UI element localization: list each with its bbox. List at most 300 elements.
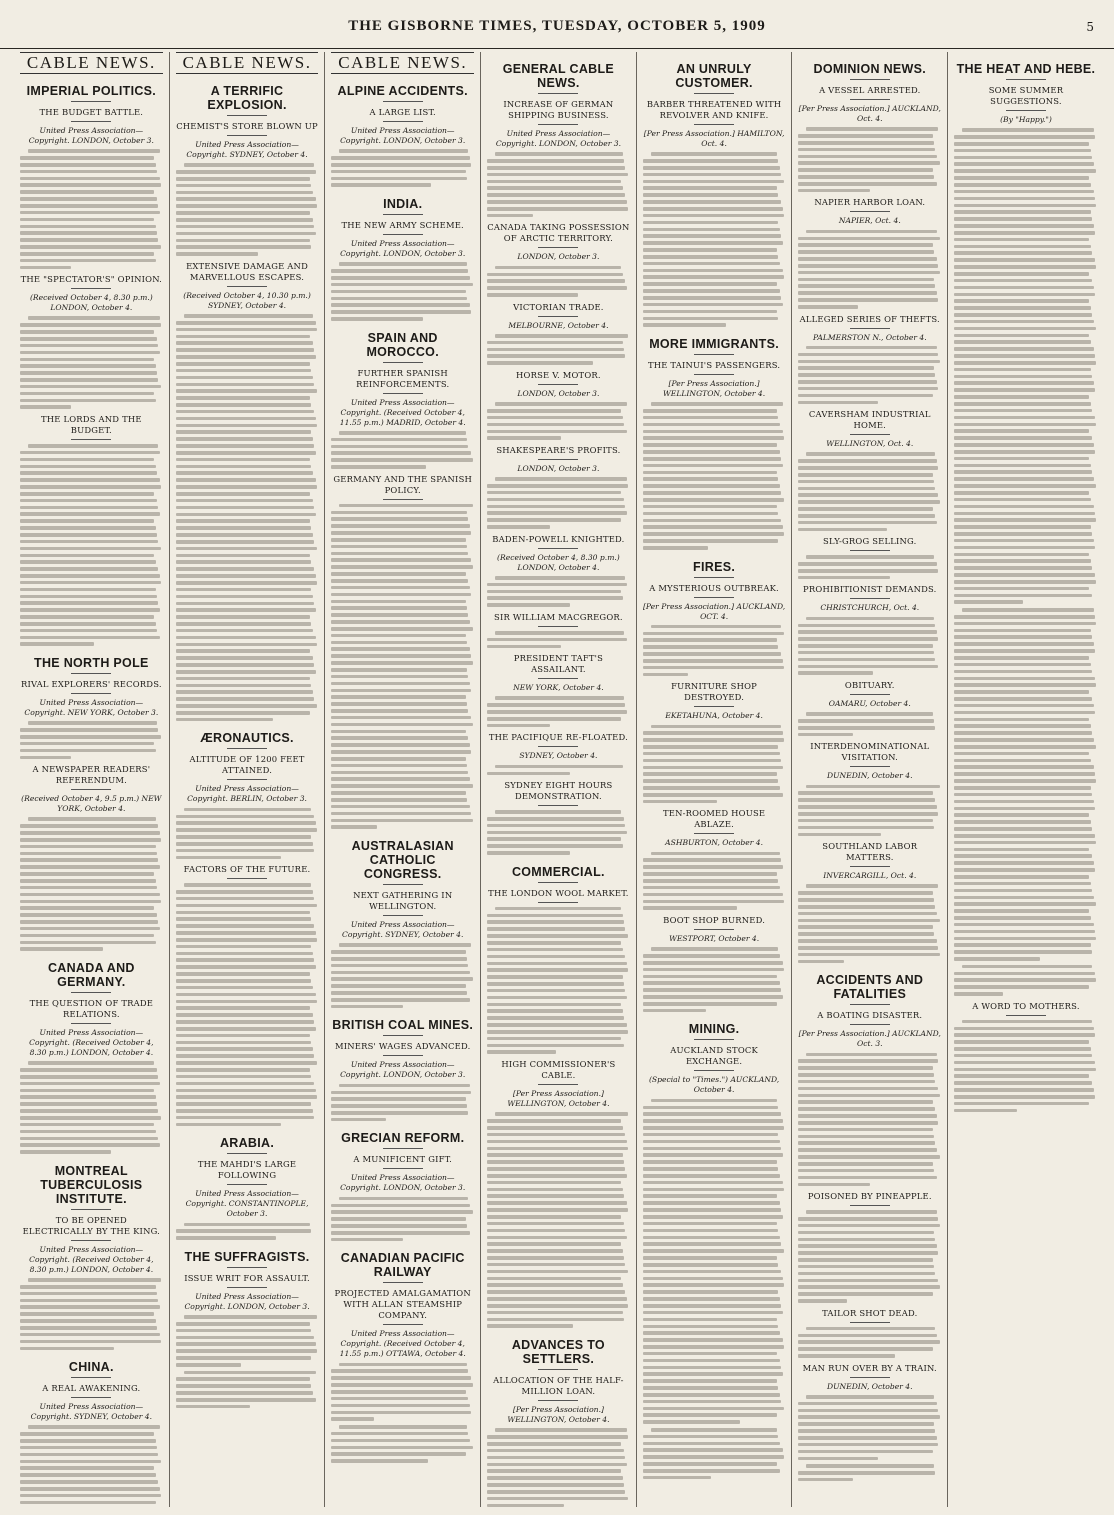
text-line <box>798 141 934 145</box>
text-line <box>954 498 1091 502</box>
text-line <box>643 988 781 992</box>
text-line <box>643 652 781 656</box>
article-body <box>487 402 630 440</box>
text-line <box>954 779 1096 783</box>
text-line <box>643 484 780 488</box>
divider <box>538 805 578 806</box>
divider <box>71 992 111 993</box>
text-line <box>20 622 156 626</box>
text-line <box>176 690 313 694</box>
text-line <box>487 1044 624 1048</box>
text-line <box>20 879 156 883</box>
text-line <box>495 907 621 911</box>
text-line <box>954 347 1093 351</box>
text-line <box>798 373 935 377</box>
text-line <box>651 625 781 629</box>
text-line <box>331 438 467 442</box>
text-line <box>643 228 780 232</box>
text-line <box>20 1143 160 1147</box>
text-line <box>954 868 1095 872</box>
text-line <box>487 1504 564 1507</box>
text-line <box>20 1333 160 1337</box>
text-line <box>487 968 628 972</box>
text-line <box>954 841 1096 845</box>
column-header: CABLE NEWS. <box>331 52 474 74</box>
column-1 <box>14 52 170 1507</box>
text-line <box>798 791 932 795</box>
text-line <box>954 978 1096 982</box>
section-heading: CHINA. <box>68 1360 114 1375</box>
text-line <box>643 512 779 516</box>
text-line <box>651 852 780 856</box>
text-line <box>954 875 1089 879</box>
text-line <box>331 695 465 699</box>
text-line <box>331 641 467 645</box>
text-line <box>331 511 467 515</box>
text-line <box>20 1095 156 1099</box>
text-line <box>643 317 779 321</box>
section-heading: IMPERIAL POLITICS. <box>26 84 157 98</box>
article-subheading: VICTORIAN TRADE. <box>513 301 604 312</box>
article-subheading: RIVAL EXPLORERS' RECORDS. <box>20 679 162 690</box>
divider <box>850 99 890 100</box>
section-heading: GRECIAN REFORM. <box>341 1131 465 1146</box>
text-line <box>176 1047 313 1051</box>
text-line <box>643 1277 783 1281</box>
text-line <box>798 658 935 662</box>
text-line <box>487 423 624 427</box>
text-line <box>643 793 783 797</box>
text-line <box>954 861 1093 865</box>
text-line <box>176 1000 317 1004</box>
text-line <box>643 1160 777 1164</box>
text-line <box>487 1304 628 1308</box>
text-line <box>20 1299 158 1303</box>
dateline: [Per Press Association.] AUCKLAND, Oct. 4. <box>798 104 941 123</box>
article-body <box>20 1061 163 1154</box>
text-line <box>20 742 154 746</box>
text-line <box>20 358 154 362</box>
text-line <box>20 858 158 862</box>
text-line <box>798 1354 895 1358</box>
article-subheading: FACTORS OF THE FUTURE. <box>183 864 311 875</box>
text-line <box>487 286 627 290</box>
text-line <box>643 1215 783 1219</box>
text-line <box>487 934 628 938</box>
section-heading: BRITISH COAL MINES. <box>332 1018 474 1033</box>
dateline: PALMERSTON N., October 4. <box>812 332 927 342</box>
text-line <box>176 972 310 976</box>
text-line <box>487 409 621 413</box>
text-line <box>331 798 467 802</box>
text-line <box>176 917 312 921</box>
text-line <box>20 1466 154 1470</box>
text-line <box>487 724 550 728</box>
text-line <box>176 451 316 455</box>
text-line <box>806 785 939 789</box>
text-line <box>798 833 881 837</box>
article-body <box>176 883 319 1126</box>
article-body <box>331 431 474 469</box>
text-line <box>798 1059 938 1063</box>
text-line <box>954 368 1091 372</box>
text-line <box>643 968 784 972</box>
text-line <box>954 272 1089 276</box>
divider <box>538 384 578 385</box>
text-line <box>20 756 71 760</box>
text-line <box>798 1080 935 1084</box>
text-line <box>331 1369 468 1373</box>
text-line <box>487 341 623 345</box>
text-line <box>20 1123 154 1127</box>
text-line <box>954 848 1089 852</box>
text-line <box>643 450 780 454</box>
text-line <box>331 784 472 788</box>
article-body <box>643 152 786 327</box>
text-line <box>495 1428 627 1432</box>
dateline: United Press Association—Copyright. CONSTANTINOPLE, October 3. <box>185 1189 309 1219</box>
text-line <box>487 583 627 587</box>
text-line <box>20 636 160 640</box>
text-line <box>176 252 259 256</box>
dateline: [Per Press Association.] WELLINGTON, October 4. <box>663 378 766 398</box>
text-line <box>176 608 316 612</box>
text-line <box>331 1383 472 1387</box>
text-line <box>798 898 934 902</box>
text-line <box>331 764 467 768</box>
dateline: (Received October 4, 9.5 p.m.) NEW YORK, October 4. <box>21 794 162 814</box>
text-line <box>20 506 158 510</box>
text-line <box>331 689 471 693</box>
text-line <box>176 1356 312 1360</box>
dateline: United Press Association—Copyright. SYDNEY, October 4. <box>30 1402 152 1422</box>
text-line <box>487 844 623 848</box>
text-line <box>806 346 936 350</box>
text-line <box>176 471 313 475</box>
text-line <box>331 538 465 542</box>
text-line <box>176 1020 314 1024</box>
text-line <box>798 1121 938 1125</box>
text-line <box>643 1256 777 1260</box>
text-line <box>643 1435 779 1439</box>
text-line <box>643 532 784 536</box>
text-line <box>176 636 316 640</box>
text-line <box>954 409 1092 413</box>
article-subheading: PROHIBITIONIST DEMANDS. <box>803 584 937 595</box>
text-line <box>954 210 1091 214</box>
text-line <box>176 1322 310 1326</box>
divider <box>694 354 734 355</box>
text-line <box>798 500 939 504</box>
text-line <box>798 819 932 823</box>
text-line <box>487 193 625 197</box>
text-line <box>20 156 154 160</box>
text-line <box>176 1329 312 1333</box>
text-line <box>487 1449 624 1453</box>
text-line <box>20 471 157 475</box>
text-line <box>487 1242 621 1246</box>
text-line <box>954 854 1092 858</box>
text-line <box>20 900 161 904</box>
divider <box>850 434 890 435</box>
divider <box>227 1153 267 1154</box>
column-5 <box>637 52 793 1507</box>
text-line <box>798 148 935 152</box>
text-line <box>798 812 938 816</box>
text-line <box>954 697 1092 701</box>
text-line <box>331 709 468 713</box>
text-line <box>487 717 621 721</box>
text-line <box>495 1112 628 1116</box>
text-line <box>643 1140 780 1144</box>
text-line <box>643 1455 784 1459</box>
text-line <box>331 283 472 287</box>
article-subheading: THE BUDGET BATTLE. <box>39 107 144 117</box>
text-line <box>20 385 161 389</box>
text-line <box>20 642 94 646</box>
divider <box>383 362 423 363</box>
text-line <box>487 1442 621 1446</box>
dateline: WESTPORT, October 4. <box>669 933 760 943</box>
text-line <box>806 1464 934 1468</box>
text-line <box>176 184 312 188</box>
text-line <box>20 378 158 382</box>
text-line <box>798 257 936 261</box>
text-line <box>176 403 312 407</box>
text-line <box>798 1162 932 1166</box>
text-line <box>176 938 317 942</box>
text-line <box>339 943 471 947</box>
text-line <box>798 953 939 957</box>
dateline: LONDON, October 3. <box>517 463 600 473</box>
text-line <box>487 851 570 855</box>
text-line <box>487 989 625 993</box>
article-body <box>20 316 163 409</box>
article-subheading: ISSUE WRIT FOR ASSAULT. <box>184 1272 310 1283</box>
text-line <box>954 388 1095 392</box>
text-line <box>798 1334 936 1338</box>
text-line <box>954 909 1089 913</box>
text-line <box>643 779 779 783</box>
text-line <box>643 255 779 259</box>
text-line <box>176 396 310 400</box>
text-line <box>954 950 1092 954</box>
section-heading: THE NORTH POLE <box>34 656 149 671</box>
text-line <box>954 190 1093 194</box>
text-line <box>643 981 780 985</box>
article-body <box>487 765 630 775</box>
dateline: United Press Association—Copyright. NEW YORK, October 3. <box>24 698 159 718</box>
text-line <box>176 965 316 969</box>
text-line <box>20 218 154 222</box>
text-line <box>487 166 625 170</box>
text-line <box>806 1210 936 1214</box>
text-line <box>331 675 468 679</box>
section-heading: MONTREAL TUBERCULOSIS INSTITUTE. <box>40 1163 143 1206</box>
text-line <box>954 505 1093 509</box>
article-body <box>643 1428 786 1480</box>
text-line <box>176 704 317 708</box>
dateline: DUNEDIN, October 4. <box>827 1381 913 1391</box>
text-line <box>954 916 1091 920</box>
text-line <box>962 1020 1092 1024</box>
text-line <box>798 624 935 628</box>
text-line <box>331 1459 428 1463</box>
divider <box>383 101 423 102</box>
text-line <box>643 1338 783 1342</box>
text-line <box>798 528 886 532</box>
text-line <box>487 831 627 835</box>
text-line <box>331 1390 465 1394</box>
text-line <box>176 897 314 901</box>
text-line <box>643 1331 780 1335</box>
text-line <box>176 424 317 428</box>
text-line <box>331 552 468 556</box>
text-line <box>487 1140 627 1144</box>
article-subheading: TEN-ROOMED HOUSE ABLAZE. <box>662 808 766 830</box>
article-subheading: ALLEGED SERIES OF THEFTS. <box>799 313 940 324</box>
text-line <box>643 1379 777 1383</box>
text-line <box>20 1340 161 1344</box>
text-line <box>331 777 469 781</box>
dateline: [Per Press Association.] AUCKLAND, Oct. 3. <box>798 1029 941 1049</box>
article-body <box>331 1084 474 1122</box>
text-line <box>487 927 625 931</box>
section-heading: ADVANCES TO SETTLERS. <box>511 1338 605 1367</box>
text-line <box>20 163 156 167</box>
text-line <box>643 1222 777 1226</box>
article-subheading: TAILOR SHOT DEAD. <box>822 1307 918 1318</box>
text-line <box>954 882 1091 886</box>
text-line <box>643 436 784 440</box>
text-line <box>798 1128 932 1132</box>
text-line <box>954 381 1093 385</box>
text-line <box>643 745 779 749</box>
text-line <box>798 1155 939 1159</box>
text-line <box>643 995 783 999</box>
text-line <box>643 505 777 509</box>
text-line <box>798 912 936 916</box>
text-line <box>798 1231 934 1235</box>
text-line <box>20 893 160 897</box>
divider <box>71 1209 111 1210</box>
text-line <box>331 1432 468 1436</box>
text-line <box>487 511 627 515</box>
text-line <box>643 200 781 204</box>
text-line <box>487 1324 573 1328</box>
article-body <box>487 1428 630 1507</box>
divider <box>227 1287 267 1288</box>
text-line <box>643 772 777 776</box>
text-line <box>176 355 316 359</box>
article-body <box>643 852 786 910</box>
text-line <box>487 1497 628 1501</box>
text-line <box>331 545 467 549</box>
text-line <box>176 1082 314 1086</box>
text-line <box>643 954 780 958</box>
article-body <box>20 1425 163 1507</box>
text-line <box>487 186 623 190</box>
text-line <box>643 310 777 314</box>
article-body <box>331 1363 474 1421</box>
article-subheading: HORSE V. MOTOR. <box>516 369 601 380</box>
text-line <box>643 1290 779 1294</box>
section-heading: ARABIA. <box>219 1136 275 1151</box>
divider <box>71 1023 111 1024</box>
text-line <box>798 946 938 950</box>
text-line <box>954 834 1095 838</box>
text-line <box>798 1141 935 1145</box>
text-line <box>954 334 1089 338</box>
text-line <box>20 601 158 605</box>
dateline: MELBOURNE, October 4. <box>508 320 609 330</box>
text-line <box>798 466 938 470</box>
text-line <box>176 444 314 448</box>
text-line <box>176 1089 316 1093</box>
text-line <box>798 1415 939 1419</box>
text-line <box>643 1413 777 1417</box>
text-line <box>798 1176 936 1180</box>
text-line <box>487 416 623 420</box>
text-line <box>954 600 1023 604</box>
text-line <box>331 276 469 280</box>
text-line <box>954 615 1095 619</box>
text-line <box>176 437 313 441</box>
text-line <box>954 718 1089 722</box>
text-line <box>176 581 317 585</box>
text-line <box>487 1249 623 1253</box>
text-line <box>176 629 313 633</box>
text-line <box>331 991 467 995</box>
text-line <box>954 286 1093 290</box>
text-line <box>798 161 939 165</box>
text-line <box>954 738 1093 742</box>
text-line <box>954 813 1089 817</box>
dateline: United Press Association—Copyright. LONDON, October 3. <box>184 1291 310 1311</box>
text-line <box>176 533 313 537</box>
text-line <box>176 225 314 229</box>
text-line <box>643 1283 784 1287</box>
text-line <box>651 1099 777 1103</box>
article-body <box>643 402 786 549</box>
text-line <box>176 513 316 517</box>
text-line <box>339 1363 467 1367</box>
text-line <box>331 465 425 469</box>
text-line <box>643 1442 780 1446</box>
text-line <box>798 514 935 518</box>
text-line <box>798 1265 934 1269</box>
divider <box>850 1377 890 1378</box>
text-line <box>176 670 316 674</box>
text-line <box>20 749 156 753</box>
article-subheading: MAN RUN OVER BY A TRAIN. <box>802 1362 937 1373</box>
text-line <box>495 266 621 270</box>
divider <box>850 766 890 767</box>
text-line <box>798 1299 847 1303</box>
text-line <box>798 905 935 909</box>
text-line <box>798 919 939 923</box>
text-line <box>643 1345 784 1349</box>
text-line <box>954 649 1095 653</box>
text-line <box>176 383 314 387</box>
text-line <box>20 330 154 334</box>
text-line <box>954 429 1089 433</box>
dateline: SYDNEY, October 4. <box>519 751 598 761</box>
article-subheading: A MUNIFICENT GIFT. <box>353 1154 453 1165</box>
divider <box>694 706 734 707</box>
text-line <box>954 1061 1095 1065</box>
text-line <box>487 1208 628 1212</box>
